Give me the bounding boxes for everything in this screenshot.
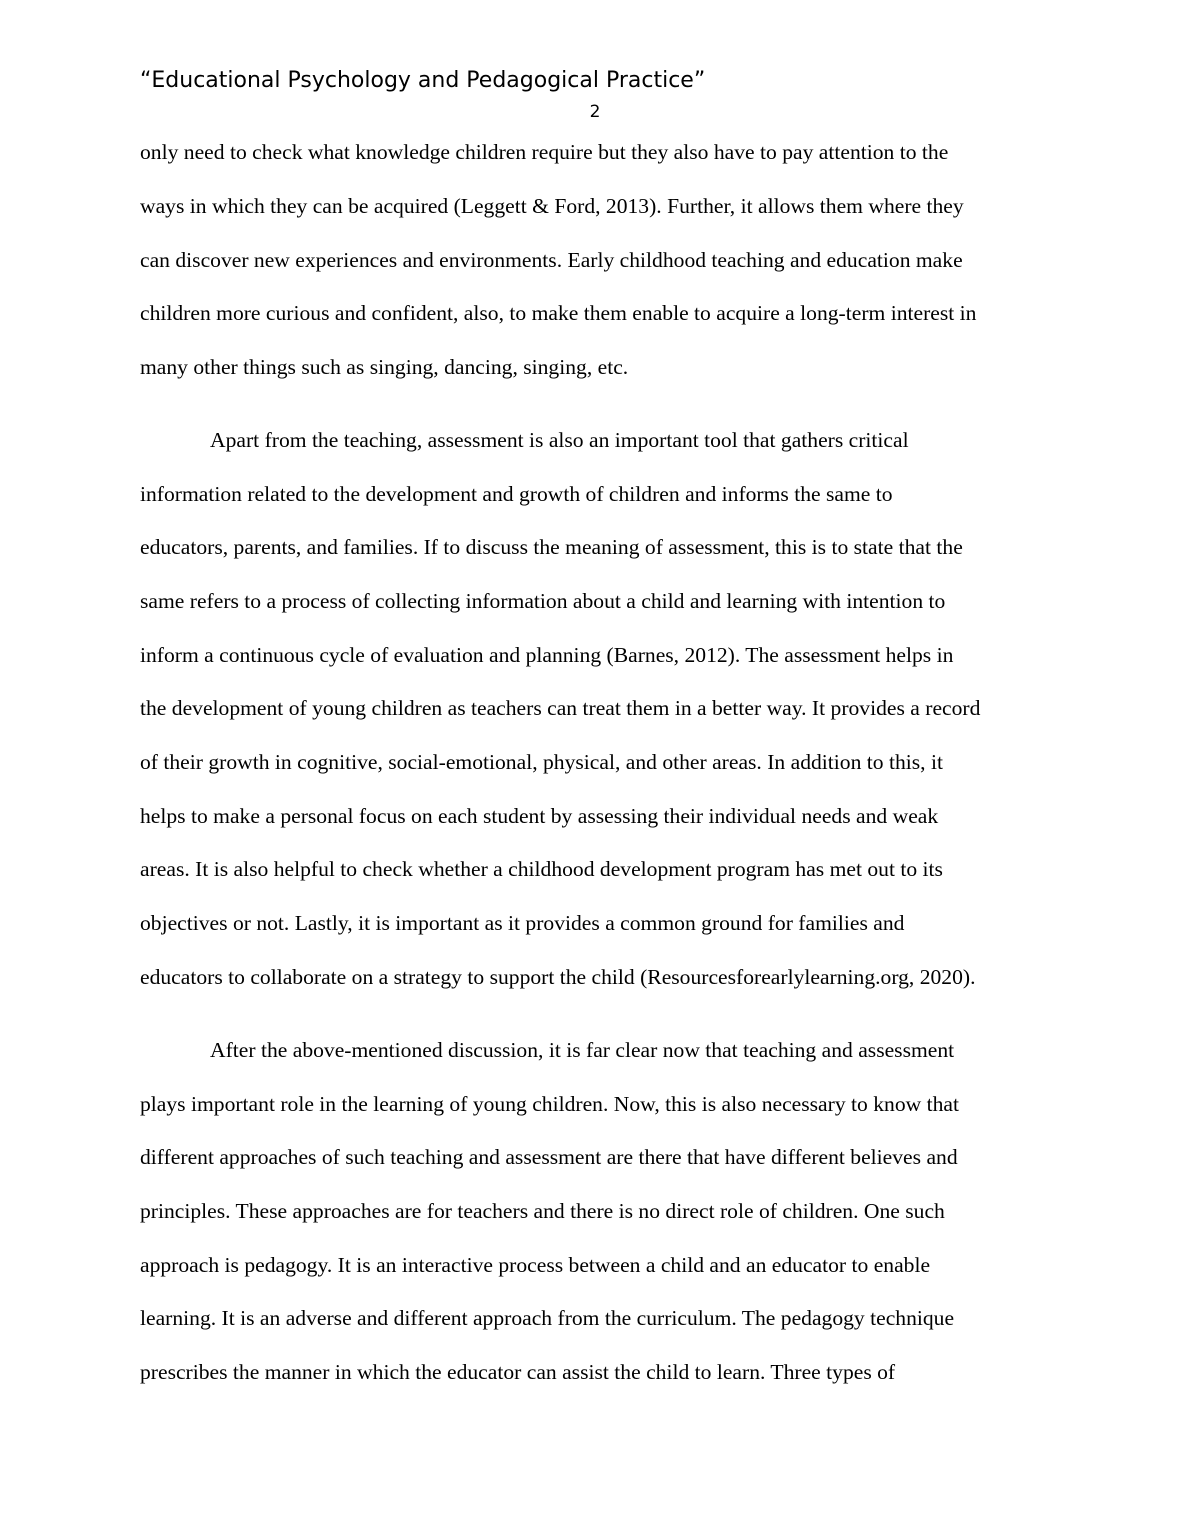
text-line: principles. These approaches are for teachers and there is no direct role of children. One such <box>140 1199 945 1223</box>
running-header-title: “Educational Psychology and Pedagogical Practice” <box>140 68 706 93</box>
text-line: educators, parents, and families. If to discuss the meaning of assessment, this is to state that the <box>140 535 963 559</box>
text-line: ways in which they can be acquired (Leggett & Ford, 2013). Further, it allows them where they <box>140 194 964 218</box>
text-line: children more curious and confident, also, to make them enable to acquire a long-term interest in <box>140 301 977 325</box>
text-line: plays important role in the learning of young children. Now, this is also necessary to know that <box>140 1092 959 1116</box>
text-line: information related to the development and growth of children and informs the same to <box>140 482 893 506</box>
text-line: objectives or not. Lastly, it is important as it provides a common ground for families and <box>140 911 905 935</box>
text-line: the development of young children as teachers can treat them in a better way. It provides a record <box>140 696 981 720</box>
text-line: many other things such as singing, dancing, singing, etc. <box>140 355 629 379</box>
text-line: helps to make a personal focus on each student by assessing their individual needs and weak <box>140 804 939 828</box>
text-line: learning. It is an adverse and different approach from the curriculum. The pedagogy technique <box>140 1306 955 1330</box>
text-line: different approaches of such teaching and assessment are there that have different believes and <box>140 1145 958 1169</box>
text-line: of their growth in cognitive, social-emotional, physical, and other areas. In addition to this, it <box>140 750 943 774</box>
text-line: areas. It is also helpful to check whether a childhood development program has met out to its <box>140 857 943 881</box>
text-line: same refers to a process of collecting information about a child and learning with intention to <box>140 589 946 613</box>
text-line: After the above-mentioned discussion, it is far clear now that teaching and assessment <box>210 1038 955 1062</box>
text-line: Apart from the teaching, assessment is also an important tool that gathers critical <box>210 428 909 452</box>
page-number: 2 <box>589 102 601 122</box>
text-line: approach is pedagogy. It is an interactive process between a child and an educator to enable <box>140 1253 931 1277</box>
text-line: only need to check what knowledge children require but they also have to pay attention to the <box>140 140 949 164</box>
text-line: educators to collaborate on a strategy to support the child (Resourcesforearlylearning.org, 2020). <box>140 965 976 989</box>
text-line: inform a continuous cycle of evaluation and planning (Barnes, 2012). The assessment helps in <box>140 643 954 667</box>
text-line: can discover new experiences and environments. Early childhood teaching and education make <box>140 248 963 272</box>
text-line: prescribes the manner in which the educator can assist the child to learn. Three types of <box>140 1360 896 1384</box>
